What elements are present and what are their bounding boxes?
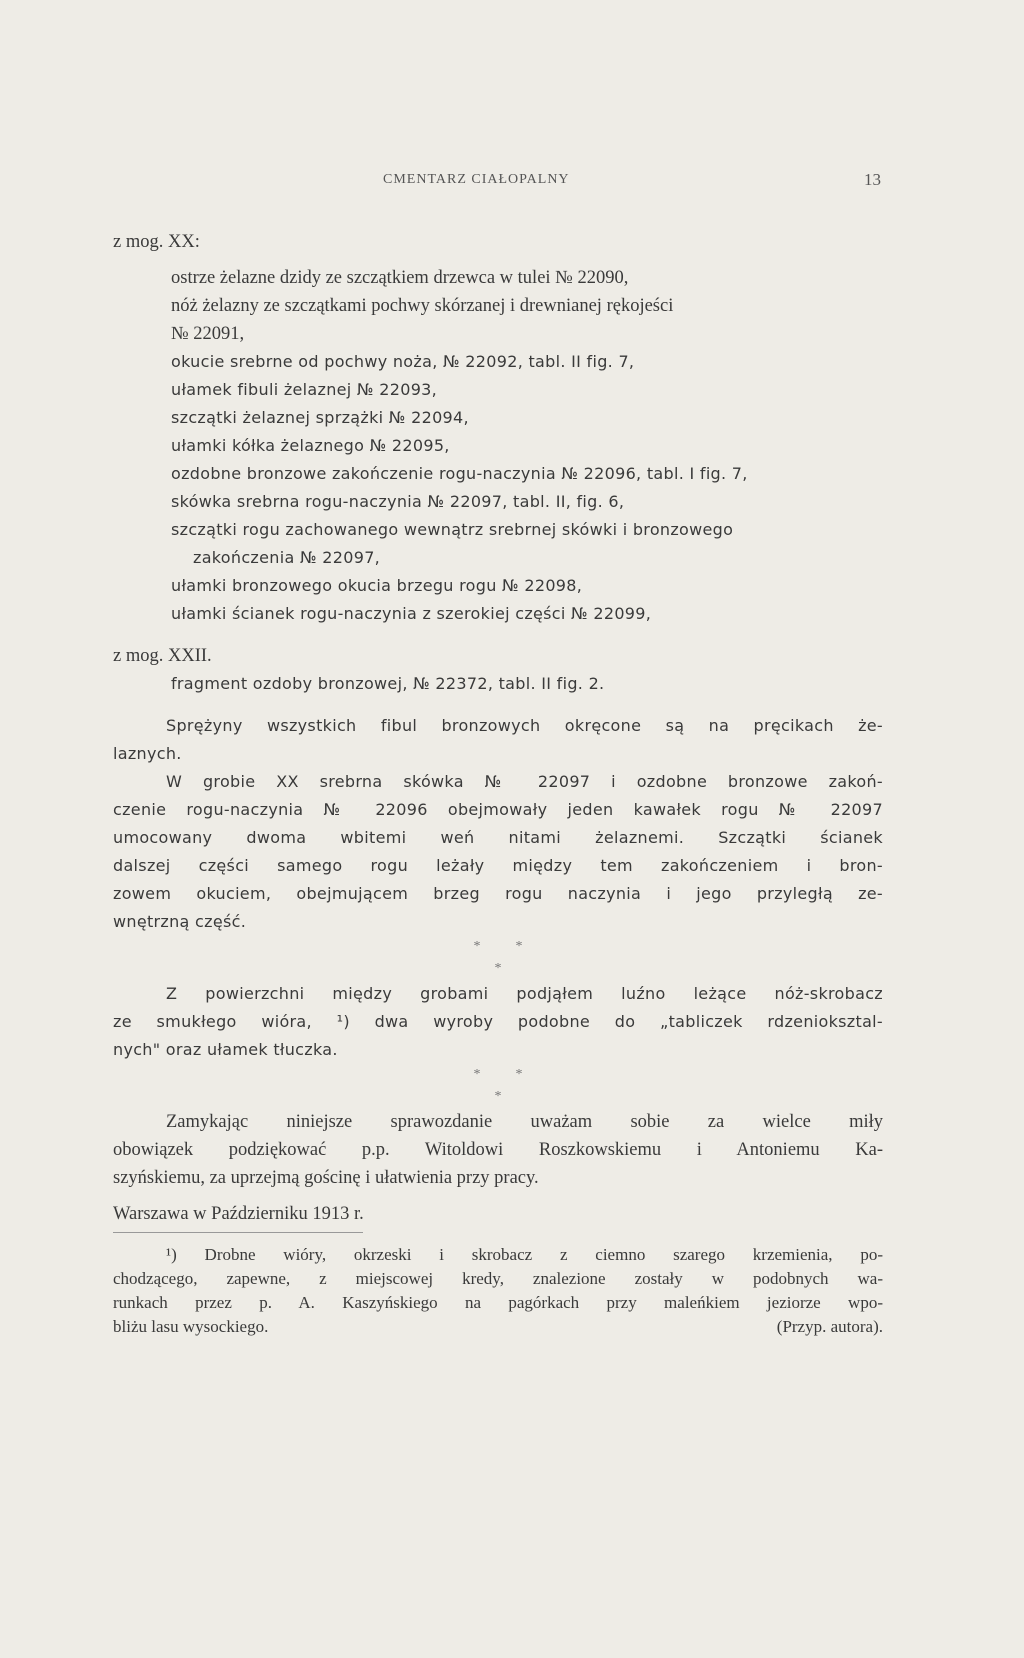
- footnote: [113, 1243, 883, 1339]
- stars-row: * *: [473, 939, 523, 954]
- list-item: szczątki rogu zachowanego wewnątrz srebrnej skówki i bronzowego: [171, 520, 734, 539]
- stars-row: *: [494, 961, 502, 976]
- page-body: [113, 228, 883, 1339]
- footnote-text: bliżu lasu wysockiego.: [113, 1317, 269, 1336]
- list-item: ułamki bronzowego okucia brzegu rogu № 22098,: [171, 576, 583, 595]
- stars-row: * *: [473, 1067, 523, 1082]
- page-number: 13: [864, 170, 881, 189]
- paragraph-line: zowem okuciem, obejmującem brzeg rogu naczynia i jego przyległą ze-: [113, 884, 883, 903]
- signoff: Warszawa w Październiku 1913 r.: [113, 1204, 364, 1224]
- page-header: [0, 172, 1024, 196]
- section-divider-stars: [113, 1064, 883, 1108]
- paragraph-line: szyńskiemu, za uprzejmą gościnę i ułatwienia przy pracy.: [113, 1168, 539, 1188]
- footnote-line: ¹) Drobne wióry, okrzeski i skrobacz z ciemno szarego krzemienia, po-: [166, 1245, 883, 1264]
- list-item: skówka srebrna rogu-naczynia № 22097, tabl. II, fig. 6,: [171, 492, 625, 511]
- list-item: ozdobne bronzowe zakończenie rogu-naczynia № 22096, tabl. I fig. 7,: [171, 464, 748, 483]
- paragraph-line: obowiązek podziękować p.p. Witoldowi Roszkowskiemu i Antoniemu Ka-: [113, 1140, 883, 1160]
- list-item: ułamki kółka żelaznego № 22095,: [171, 436, 450, 455]
- paragraph-line: dalszej części samego rogu leżały między tem zakończeniem i bron-: [113, 856, 883, 875]
- paragraph-line: umocowany dwoma wbitemi weń nitami żelaznemi. Szczątki ścianek: [113, 828, 883, 847]
- list-item: fragment ozdoby bronzowej, № 22372, tabl. II fig. 2.: [171, 674, 605, 693]
- list-item: ułamki ścianek rogu-naczynia z szerokiej części № 22099,: [171, 604, 652, 623]
- paragraph-line: Zamykając niniejsze sprawozdanie uważam sobie za wielce miły: [166, 1112, 883, 1132]
- paragraph-line: nych" oraz ułamek tłuczka.: [113, 1040, 338, 1059]
- paragraph-springs: [113, 712, 883, 768]
- paragraph-line: ze smukłego wióra, ¹) dwa wyroby podobne do „tabliczek rdzenioksztal-: [113, 1012, 883, 1031]
- footnote-divider: [113, 1232, 363, 1233]
- list-item: nóż żelazny ze szczątkami pochwy skórzanej i drewnianej rękojeści: [171, 296, 674, 316]
- grave-xx-list: [113, 264, 883, 628]
- list-item: № 22091,: [171, 324, 245, 344]
- footnote-attribution: (Przyp. autora).: [776, 1317, 883, 1336]
- paragraph-line: wnętrzną część.: [113, 912, 247, 931]
- grave-xxii-heading: z mog. XXII.: [113, 646, 212, 666]
- paragraph-line: Sprężyny wszystkich fibul bronzowych okręcone są na pręcikach że-: [166, 716, 883, 735]
- paragraph-surface-finds: [113, 980, 883, 1064]
- paragraph-line: Z powierzchni między grobami podjąłem luźno leżące nóż-skrobacz: [166, 984, 883, 1003]
- paragraph-grave-xx: [113, 768, 883, 936]
- paragraph-line: laznych.: [113, 744, 182, 763]
- grave-xx-heading: z mog. XX:: [113, 232, 200, 252]
- footnote-line: runkach przez p. A. Kaszyńskiego na pagórkach przy maleńkiem jeziorze wpo-: [113, 1293, 883, 1312]
- paragraph-line: czenie rogu-naczynia № 22096 obejmowały jeden kawałek rogu № 22097: [113, 800, 883, 819]
- paragraph-line: W grobie XX srebrna skówka № 22097 i ozdobne bronzowe zakoń-: [166, 772, 883, 791]
- list-item: ułamek fibuli żelaznej № 22093,: [171, 380, 438, 399]
- list-item-continuation: zakończenia № 22097,: [193, 548, 381, 567]
- running-title: CMENTARZ CIAŁOPALNY: [383, 172, 570, 187]
- section-divider-stars: [113, 936, 883, 980]
- list-item: okucie srebrne od pochwy noża, № 22092, tabl. II fig. 7,: [171, 352, 635, 371]
- list-item: szczątki żelaznej sprzążki № 22094,: [171, 408, 469, 427]
- stars-row: *: [494, 1089, 502, 1104]
- list-item: ostrze żelazne dzidy ze szczątkiem drzewca w tulei № 22090,: [171, 268, 629, 288]
- footnote-line: [113, 1315, 883, 1339]
- paragraph-acknowledgements: [113, 1108, 883, 1192]
- footnote-line: chodzącego, zapewne, z miejscowej kredy, znalezione zostały w podobnych wa-: [113, 1269, 883, 1288]
